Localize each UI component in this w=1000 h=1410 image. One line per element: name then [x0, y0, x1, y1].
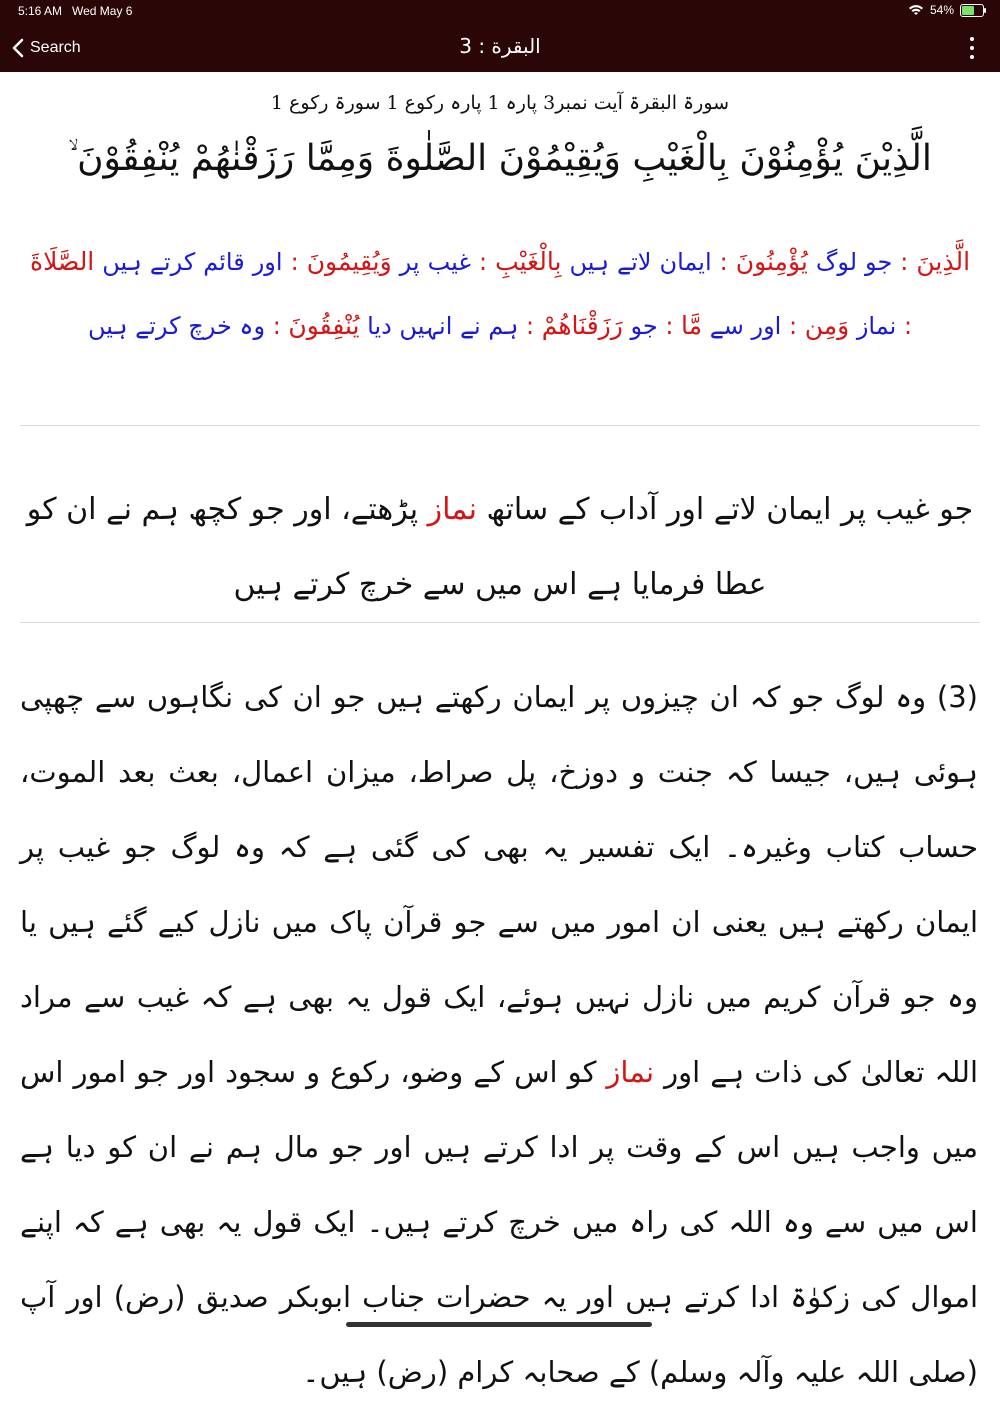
urdu-meaning: ایمان لاتے ہیں	[569, 248, 712, 276]
separator: :	[470, 248, 496, 276]
urdu-translation	[20, 472, 980, 622]
separator: :	[282, 248, 307, 276]
separator: :	[896, 312, 913, 340]
arabic-word: رَزَقْنَاهُمْ	[541, 311, 623, 340]
arabic-word: بِالْغَيْبِ	[495, 247, 562, 276]
translation-text: جو غیب پر ایمان لاتے اور آداب کے ساتھ	[477, 492, 974, 527]
more-dot-icon	[970, 37, 974, 41]
urdu-meaning: اور قائم کرتے ہیں	[102, 248, 283, 276]
highlight-word: نماز	[427, 492, 477, 527]
battery-percent: 54%	[929, 3, 954, 17]
urdu-meaning: اور سے	[709, 312, 782, 340]
battery-icon	[960, 4, 984, 17]
urdu-meaning: وہ خرچ کرتے ہیں	[87, 312, 266, 340]
divider	[20, 425, 980, 426]
translation-text: پڑھتے، اور جو کچھ ہم نے ان کو عطا فرمایا ہے اس میں سے خرچ کرتے ہیں	[26, 492, 767, 602]
status-date: Wed May 6	[72, 4, 133, 18]
urdu-meaning: نماز	[856, 312, 897, 340]
word-pair[interactable]	[569, 248, 807, 276]
urdu-meaning: جو	[630, 312, 658, 340]
separator: :	[711, 248, 736, 276]
urdu-meaning: غیب پر	[399, 248, 471, 276]
arabic-word: وَيُقِيمُونَ	[306, 247, 392, 276]
more-dot-icon	[970, 55, 974, 59]
arabic-word: وَمِن	[804, 311, 850, 340]
separator: :	[892, 248, 917, 276]
arabic-word: الَّذِينَ	[916, 247, 971, 276]
separator: :	[265, 312, 289, 340]
arabic-word: الصَّلَاةَ	[30, 247, 95, 276]
word-pair[interactable]	[400, 248, 562, 276]
arabic-word: يُنْفِقُونَ	[288, 311, 360, 340]
separator: :	[781, 312, 805, 340]
highlight-word: نماز	[606, 1055, 655, 1089]
urdu-meaning: جو لوگ	[815, 248, 893, 276]
ayah-reference: سورۃ البقرۃ آیت نمبر3 پارہ 1 پارہ رکوع 1 سورۃ رکوع 1	[270, 92, 730, 114]
word-pair[interactable]	[102, 248, 391, 276]
word-pair[interactable]	[710, 312, 850, 340]
tafsir-text-part: (3) وہ لوگ جو کہ ان چیزوں پر ایمان رکھتے ہیں جو ان کی نگاہوں سے چھپی ہوئی ہیں، جیسا کہ جنت و دوزخ، پل صراط، میزان اعمال، بعث بعد الموت، حساب کتاب وغیرہ۔ ایک تفسیر یہ بھی کی گئی ہے کہ وہ لوگ جو غیب پر ایمان رکھتے ہیں یعنی ان امور میں سے جو قرآن پاک میں نازل کیے گئے ہیں یا وہ جو قرآن کریم میں نازل نہیں ہوئے، ایک قول یہ بھی ہے کہ غیب سے مراد اللہ تعالیٰ کی ذات ہے اور	[20, 680, 979, 1089]
page-title: البقرة : 3	[459, 34, 541, 58]
home-indicator	[346, 1322, 652, 1327]
status-time: 5:16 AM	[18, 4, 63, 18]
tafsir-text-part: کو اس کے وضو، رکوع و سجود اور جو امور اس میں واجب ہیں اس کے وقت پر ادا کرتے ہیں اور جو مال ہم نے ان کو دیا ہے اس میں سے وہ اللہ کی راہ میں خرچ کرتے ہیں۔ ایک قول یہ بھی ہے کہ اپنے اموال کی زکوٰۃ ادا کرتے ہیں اور یہ حضرات جناب ابوبکر صدیق (رض) اور آپ (صلی اللہ علیہ وآلہ وسلم) کے صحابہ کرام (رض) ہیں۔	[20, 1055, 978, 1389]
arabic-word: مَّا	[681, 311, 703, 340]
navigation-bar	[0, 0, 1000, 72]
word-pair[interactable]	[88, 312, 360, 340]
word-pair[interactable]	[367, 312, 623, 340]
arabic-ayah: الَّذِيْنَ يُؤْمِنُوْنَ بِالْغَيْبِ وَيُقِيْمُوْنَ الصَّلٰوةَ وَمِمَّا رَزَقْنٰهُمْ يُنْفِقُوْنَ ۙ	[68, 138, 932, 179]
tafsir-text	[20, 660, 978, 1410]
word-pair[interactable]	[816, 248, 970, 276]
back-label: Search	[30, 39, 81, 56]
word-pair[interactable]	[630, 312, 702, 340]
more-dot-icon	[970, 46, 974, 50]
divider	[20, 622, 980, 623]
word-by-word-translation	[30, 230, 970, 358]
more-options-button[interactable]	[968, 37, 976, 59]
arabic-word: يُؤْمِنُونَ	[735, 247, 808, 276]
separator: :	[657, 312, 682, 340]
status-indicators	[908, 3, 984, 17]
urdu-meaning: ہم نے انہیں دیا	[367, 312, 519, 340]
wifi-icon	[908, 4, 924, 16]
separator: :	[518, 312, 542, 340]
